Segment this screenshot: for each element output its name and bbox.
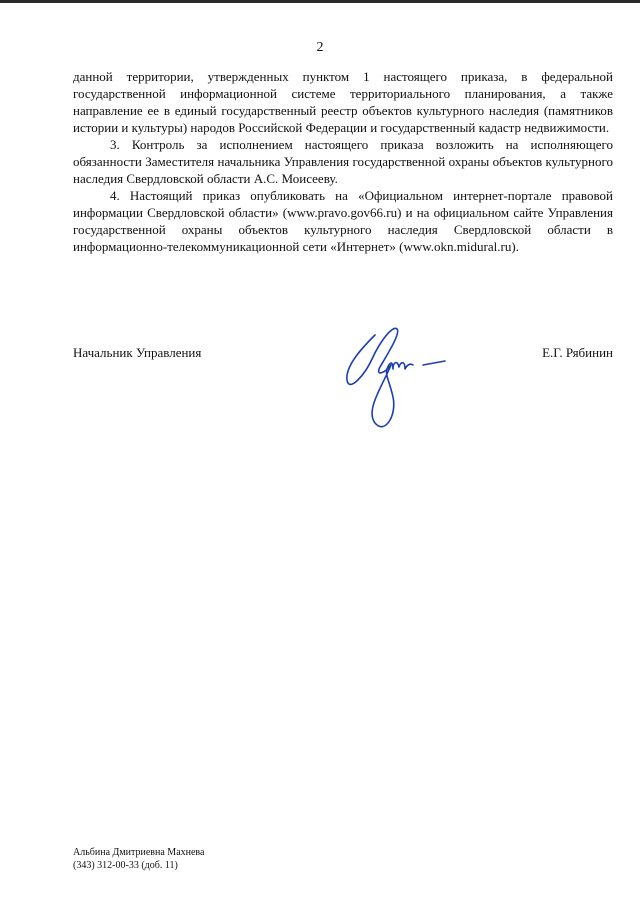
executor-info (73, 846, 204, 872)
signatory-position: Начальник Управления (73, 345, 202, 360)
scan-top-edge (0, 0, 640, 3)
executor-name: Альбина Дмитриевна Махнева (73, 847, 205, 858)
document-body (73, 68, 613, 255)
page-number: 2 (316, 40, 324, 55)
paragraph-continuation: данной территории, утвержденных пунктом 1 настоящего приказа, в федеральной государственной информационной системе территориального планирования, а также направление ее в единый государственный реестр объектов культурного наследия (памятников истории и культуры) народов Российской Федерации и государственный кадастр недвижимости. (73, 69, 613, 135)
executor-phone: (343) 312-00-33 (доб. 11) (73, 860, 178, 871)
paragraph-item-4: 4. Настоящий приказ опубликовать на «Официальном интернет-портале правовой информации Свердловской области» (www.pravo.gov66.ru) и на официальном сайте Управления государственной охраны объектов культурного наследия Свердловской области в информационно-телекоммуникационной сети «Интернет» (www.okn.midural.ru). (73, 188, 613, 254)
handwritten-signature (335, 305, 455, 440)
signatory-name: Е.Г. Рябинин (542, 345, 613, 360)
paragraph-item-3: 3. Контроль за исполнением настоящего приказа возложить на исполняющего обязанности Заместителя начальника Управления государственной охраны объектов культурного наследия Свердловской области А.С. Моисееву. (73, 137, 613, 186)
